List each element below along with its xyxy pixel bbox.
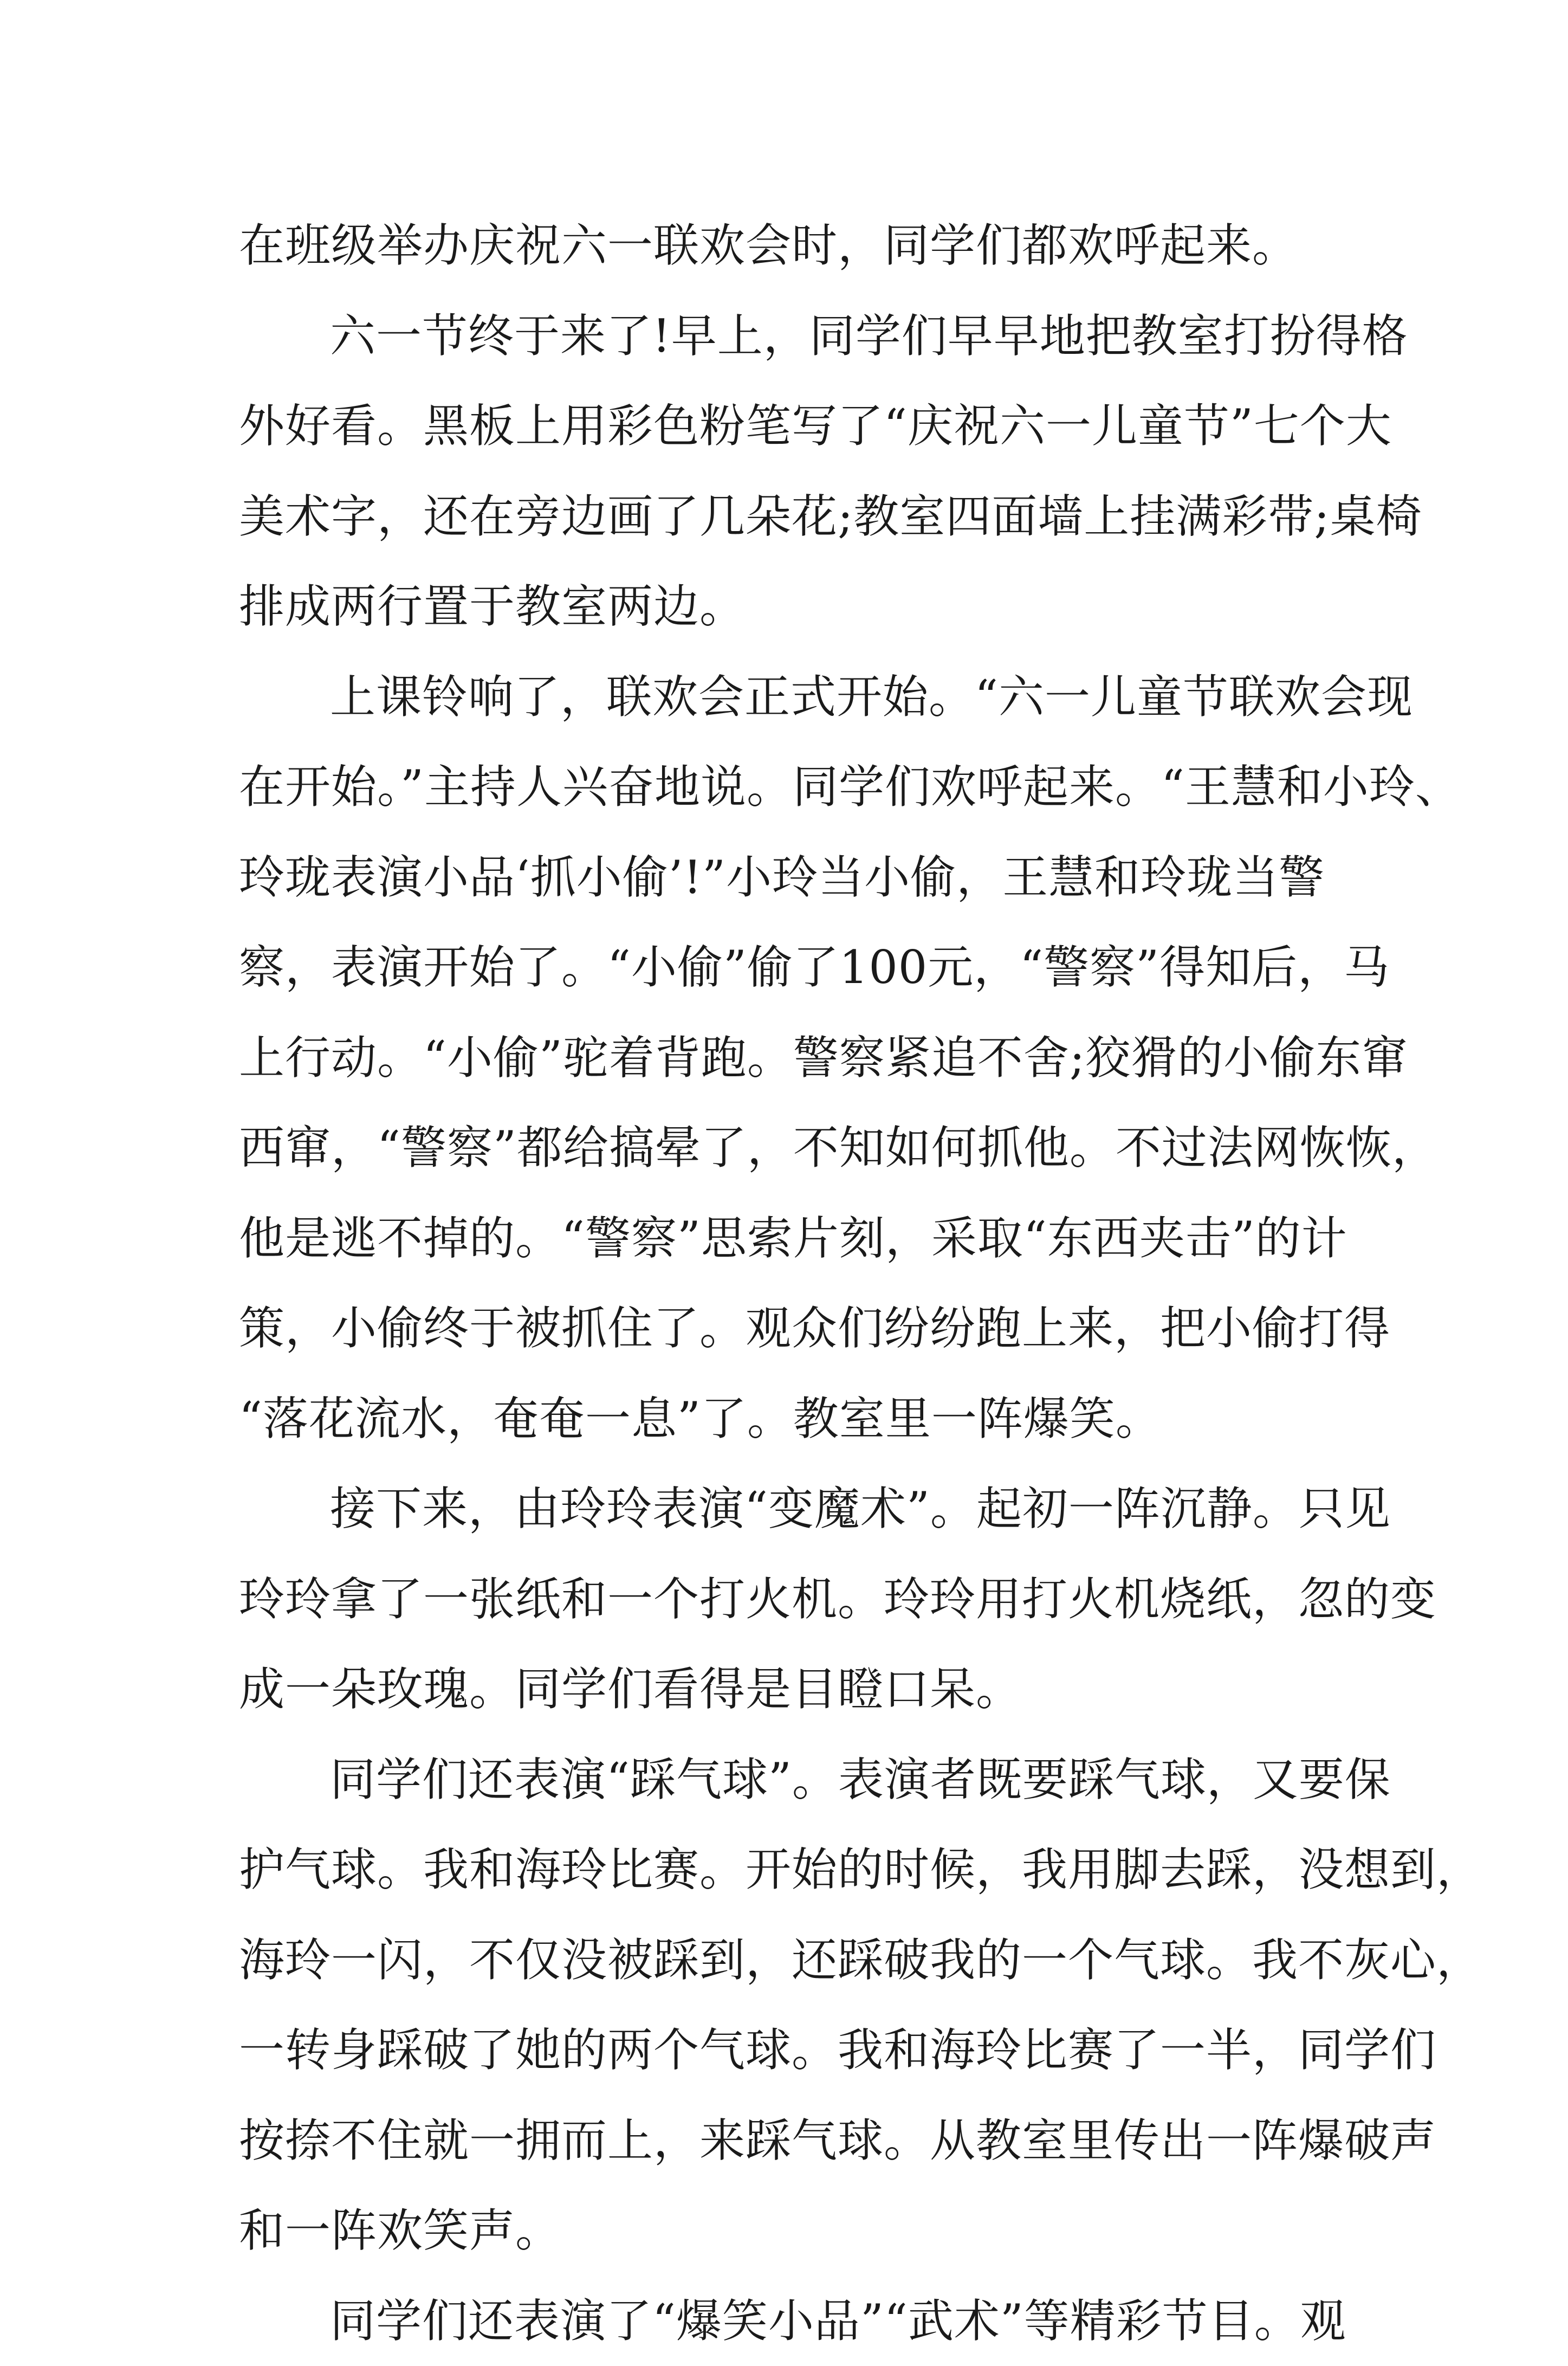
paragraph-first-line: 上课铃响了，联欢会正式开始。“六一儿童节联欢会现 (239, 652, 1344, 742)
paragraph-first-line: 接下来，由玲玲表演“变魔术”。起初一阵沉静。只见 (239, 1464, 1344, 1554)
text-line: 按捺不住就一拥而上，来踩气球。从教室里传出一阵爆破声 (239, 2096, 1344, 2186)
text-line: 海玲一闪，不仅没被踩到，还踩破我的一个气球。我不灰心， (239, 1915, 1344, 2006)
text-line: 成一朵玫瑰。同学们看得是目瞪口呆。 (239, 1644, 1344, 1735)
text-line: 美术字，还在旁边画了几朵花;教室四面墙上挂满彩带;桌椅 (239, 471, 1344, 562)
text-line: 外好看。黑板上用彩色粉笔写了“庆祝六一儿童节”七个大 (239, 381, 1344, 471)
text-line: 察，表演开始了。“小偷”偷了100元，“警察”得知后，马 (239, 922, 1344, 1013)
paragraph-first-line: 六一节终于来了!早上，同学们早早地把教室打扮得格 (239, 291, 1344, 382)
text-line: 和一阵欢笑声。 (239, 2186, 1344, 2276)
text-line: 玲玲拿了一张纸和一个打火机。玲玲用打火机烧纸，忽的变 (239, 1554, 1344, 1645)
text-line: 西窜，“警察”都给搞晕了，不知如何抓他。不过法网恢恢， (239, 1103, 1344, 1193)
text-line: 策，小偷终于被抓住了。观众们纷纷跑上来，把小偷打得 (239, 1283, 1344, 1374)
text-line: 他是逃不掉的。“警察”思索片刻，采取“东西夹击”的计 (239, 1193, 1344, 1284)
text-line: 上行动。“小偷”驼着背跑。警察紧追不舍;狡猾的小偷东窜 (239, 1013, 1344, 1103)
text-line: 一转身踩破了她的两个气球。我和海玲比赛了一半，同学们 (239, 2005, 1344, 2096)
paragraph-first-line: 同学们还表演了“爆笑小品”“武术”等精彩节目。观 (239, 2276, 1344, 2366)
text-line: “落花流水，奄奄一息”了。教室里一阵爆笑。 (239, 1374, 1344, 1464)
text-line: 玲珑表演小品‘抓小偷’!”小玲当小偷，王慧和玲珑当警 (239, 832, 1344, 923)
text-line: 排成两行置于教室两边。 (239, 561, 1344, 652)
text-line: 在开始。”主持人兴奋地说。同学们欢呼起来。“王慧和小玲、 (239, 742, 1344, 832)
essay-body (239, 201, 1344, 2366)
paragraph-first-line: 同学们还表演“踩气球”。表演者既要踩气球，又要保 (239, 1735, 1344, 1825)
text-line: 在班级举办庆祝六一联欢会时，同学们都欢呼起来。 (239, 201, 1344, 291)
text-line: 护气球。我和海玲比赛。开始的时候，我用脚去踩，没想到， (239, 1825, 1344, 1915)
